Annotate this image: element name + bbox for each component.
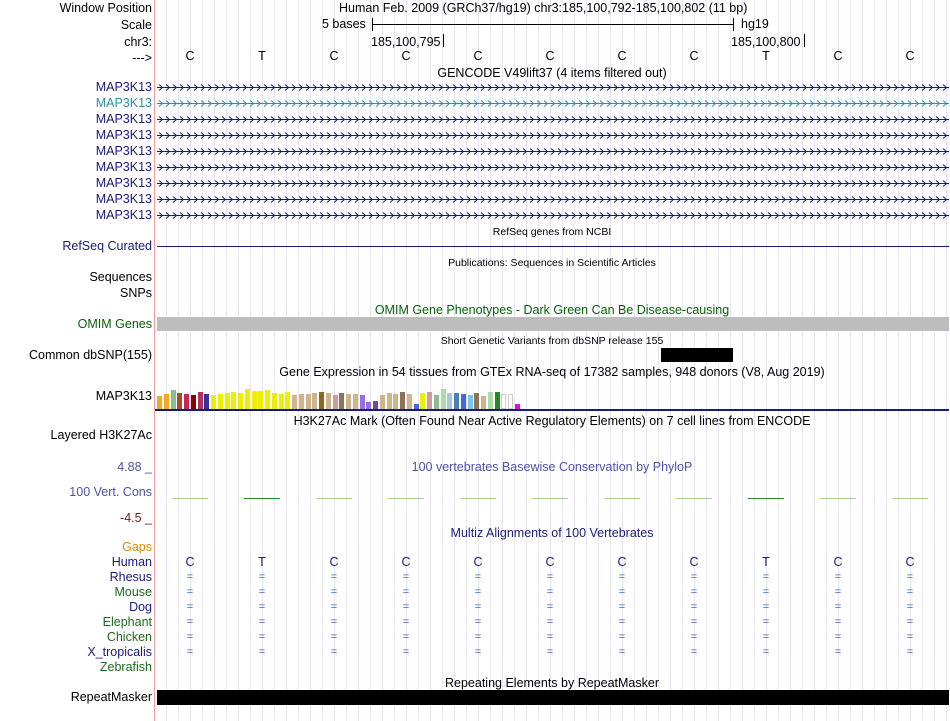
grid-line [754,0,755,721]
grid-line [886,0,887,721]
grid-line [742,0,743,721]
multiz-aligned-base: = [906,631,914,643]
base-letter: C [689,49,699,63]
gtex-tissue-bar[interactable] [346,394,351,409]
gtex-tissue-bar[interactable] [333,395,338,409]
grid-line [538,0,539,721]
scale-bar [372,24,733,25]
multiz-aligned-base: = [186,631,194,643]
multiz-human-base: T [258,555,266,569]
strand-arrow-label[interactable]: ---> [132,51,152,65]
conservation-mark[interactable] [172,498,208,499]
dbsnp-variant-block[interactable] [661,348,733,362]
dbsnp-track-title[interactable]: Short Genetic Variants from dbSNP release 155 [440,335,664,347]
conservation-mark[interactable] [748,498,784,499]
multiz-aligned-base: = [330,601,338,613]
gtex-tissue-bar[interactable] [434,395,439,409]
multiz-aligned-base: = [186,601,194,613]
grid-line [226,0,227,721]
multiz-aligned-base: = [546,646,554,658]
conservation-mark[interactable] [388,498,424,499]
multiz-aligned-base: = [474,571,482,583]
multiz-aligned-base: = [906,571,914,583]
gtex-tissue-bar[interactable] [360,395,365,409]
gtex-tissue-bar[interactable] [299,394,304,409]
multiz-aligned-base: = [906,616,914,628]
grid-line [346,0,347,721]
chrom-label: chr3: [124,35,152,49]
multiz-aligned-base: = [330,646,338,658]
gtex-tissue-bar[interactable] [285,392,290,409]
gtex-tissue-bar[interactable] [184,394,189,409]
multiz-aligned-base: = [618,601,626,613]
gtex-tissue-bar[interactable] [420,393,425,409]
gencode-gene-label[interactable]: MAP3K13 [95,192,152,206]
gencode-gene-track[interactable] [157,195,949,204]
publications-snps-label[interactable]: SNPs [120,286,152,300]
gencode-gene-label[interactable]: MAP3K13 [95,128,152,142]
common-dbsnp-label[interactable]: Common dbSNP(155) [29,348,152,362]
conservation-mark[interactable] [604,498,640,499]
grid-line [274,0,275,721]
gtex-tissue-bar[interactable] [441,389,446,409]
base-letter: C [329,49,339,63]
multiz-aligned-base: = [906,601,914,613]
multiz-aligned-base: = [834,586,842,598]
scale-bar-left-tick [372,18,373,31]
grid-line [826,0,827,721]
grid-line [322,0,323,721]
multiz-aligned-base: = [186,586,194,598]
omim-track-title[interactable]: OMIM Gene Phenotypes - Dark Green Can Be Disease-causing [374,303,730,317]
multiz-human-base: C [401,555,411,569]
gtex-tissue-bar[interactable] [245,389,250,409]
multiz-human-base: C [617,555,627,569]
gencode-gene-track[interactable] [157,115,949,124]
multiz-aligned-base: = [402,631,410,643]
grid-line [874,0,875,721]
base-letter: C [617,49,627,63]
grid-line [514,0,515,721]
multiz-aligned-base: = [834,631,842,643]
multiz-aligned-base: = [546,616,554,628]
multiz-aligned-base: = [762,616,770,628]
gencode-gene-track[interactable] [157,131,949,140]
publications-sequences-label[interactable]: Sequences [89,270,152,284]
multiz-aligned-base: = [186,571,194,583]
multiz-aligned-base: = [690,646,698,658]
gtex-tissue-bar[interactable] [272,393,277,409]
gtex-tissue-bar[interactable] [447,393,452,409]
conservation-track-title[interactable]: 100 vertebrates Basewise Conservation by PhyloP [411,460,693,474]
multiz-aligned-base: = [618,646,626,658]
h3k27ac-track-title[interactable]: H3K27Ac Mark (Often Found Near Active Regulatory Elements) on 7 cell lines from ENCODE [293,414,811,428]
multiz-species-label[interactable]: Mouse [114,585,152,599]
multiz-aligned-base: = [474,586,482,598]
multiz-aligned-base: = [618,631,626,643]
multiz-aligned-base: = [474,616,482,628]
multiz-aligned-base: = [690,571,698,583]
ruler-tick-right [804,34,805,47]
gtex-tissue-bar[interactable] [164,394,169,409]
grid-line [382,0,383,721]
grid-line [526,0,527,721]
multiz-human-base: C [833,555,843,569]
gtex-tissue-bar[interactable] [218,394,223,409]
grid-line [370,0,371,721]
gtex-tissue-bar[interactable] [191,395,196,409]
h3k27ac-label[interactable]: Layered H3K27Ac [50,428,152,442]
multiz-gaps-label[interactable]: Gaps [122,540,152,554]
publications-track-title[interactable]: Publications: Sequences in Scientific Articles [448,257,656,269]
multiz-species-label[interactable]: Rhesus [109,570,152,584]
base-letter: C [473,49,483,63]
grid-line [454,0,455,721]
base-letter: C [185,49,195,63]
gtex-tissue-bar[interactable] [501,394,506,409]
base-letter: C [833,49,843,63]
multiz-aligned-base: = [258,571,266,583]
multiz-aligned-base: = [834,646,842,658]
multiz-aligned-base: = [474,631,482,643]
ruler-tick-left [443,34,444,47]
gtex-tissue-bar[interactable] [393,394,398,409]
multiz-aligned-base: = [402,616,410,628]
scale-bar-right-tick [733,18,734,31]
conservation-mark[interactable] [892,498,928,499]
base-letter: C [545,49,555,63]
conservation-ymax-label: 4.88 _ [117,460,152,474]
gencode-gene-label[interactable]: MAP3K13 [95,208,152,222]
multiz-aligned-base: = [402,586,410,598]
multiz-aligned-base: = [906,586,914,598]
scale-bases-text: 5 bases [322,17,366,31]
grid-line [946,0,947,721]
multiz-aligned-base: = [258,586,266,598]
conservation-label[interactable]: 100 Vert. Cons [69,485,152,499]
multiz-aligned-base: = [258,616,266,628]
multiz-aligned-base: = [690,601,698,613]
gtex-tissue-bar[interactable] [474,393,479,409]
multiz-aligned-base: = [546,601,554,613]
ruler-position-right: 185,100,800 [731,35,801,49]
gtex-baseline [155,409,949,411]
grid-line [598,0,599,721]
grid-line [658,0,659,721]
grid-line [214,0,215,721]
grid-line [778,0,779,721]
grid-line [610,0,611,721]
multiz-aligned-base: = [546,631,554,643]
gtex-tissue-bar[interactable] [306,394,311,409]
multiz-aligned-base: = [906,646,914,658]
multiz-track-title[interactable]: Multiz Alignments of 100 Vertebrates [450,526,654,540]
conservation-mark[interactable] [820,498,856,499]
multiz-aligned-base: = [546,571,554,583]
multiz-aligned-base: = [186,646,194,658]
grid-line [430,0,431,721]
multiz-aligned-base: = [834,601,842,613]
grid-line [634,0,635,721]
multiz-aligned-base: = [618,571,626,583]
gtex-tissue-bar[interactable] [258,391,263,409]
gtex-tissue-bar[interactable] [366,402,371,409]
gencode-gene-track[interactable] [157,211,949,220]
multiz-aligned-base: = [474,601,482,613]
base-letter: C [905,49,915,63]
gtex-tissue-bar[interactable] [481,396,486,409]
multiz-human-base: C [545,555,555,569]
gtex-tissue-bar[interactable] [211,395,216,409]
grid-line [442,0,443,721]
gtex-tissue-bar[interactable] [312,393,317,409]
gencode-gene-label[interactable]: MAP3K13 [95,176,152,190]
gencode-gene-track[interactable] [157,163,949,172]
grid-line [862,0,863,721]
grid-line [574,0,575,721]
grid-line [310,0,311,721]
multiz-species-label[interactable]: Dog [129,600,152,614]
grid-line [394,0,395,721]
multiz-species-label[interactable]: Elephant [102,615,152,629]
conservation-mark[interactable] [676,498,712,499]
gtex-tissue-bar[interactable] [495,392,500,409]
grid-line [418,0,419,721]
grid-line [490,0,491,721]
grid-line [934,0,935,721]
multiz-aligned-base: = [402,601,410,613]
repeatmasker-block[interactable] [157,690,949,705]
multiz-aligned-base: = [258,601,266,613]
multiz-human-base: C [329,555,339,569]
conservation-mark[interactable] [460,498,496,499]
ruler-position-left: 185,100,795 [371,35,441,49]
gencode-track-title[interactable]: GENCODE V49lift37 (4 items filtered out) [437,66,667,80]
multiz-aligned-base: = [474,646,482,658]
multiz-aligned-base: = [834,616,842,628]
multiz-aligned-base: = [690,631,698,643]
multiz-aligned-base: = [618,616,626,628]
multiz-aligned-base: = [618,586,626,598]
gencode-gene-label[interactable]: MAP3K13 [95,160,152,174]
multiz-species-label[interactable]: Human [111,555,152,569]
gtex-tissue-bar[interactable] [380,395,385,409]
grid-line [202,0,203,721]
multiz-aligned-base: = [762,601,770,613]
grid-line [238,0,239,721]
gtex-tissue-bar[interactable] [353,394,358,409]
conservation-ymin-label: -4.5 _ [120,511,152,525]
multiz-aligned-base: = [762,631,770,643]
gencode-gene-label[interactable]: MAP3K13 [95,80,152,94]
gtex-tissue-bar[interactable] [204,394,209,409]
multiz-aligned-base: = [834,571,842,583]
grid-line [286,0,287,721]
grid-line [466,0,467,721]
multiz-human-base: C [905,555,915,569]
gtex-tissue-bar[interactable] [252,391,257,409]
grid-line [898,0,899,721]
gtex-tissue-bar[interactable] [292,395,297,409]
gtex-tissue-bar[interactable] [407,394,412,409]
gtex-tissue-bar[interactable] [461,394,466,409]
gtex-tissue-bar[interactable] [157,396,162,409]
repeatmasker-label[interactable]: RepeatMasker [70,690,152,704]
gtex-tissue-bar[interactable] [387,393,392,409]
gencode-gene-track[interactable] [157,99,949,108]
multiz-aligned-base: = [690,586,698,598]
base-letter: T [762,49,770,63]
conservation-mark[interactable] [532,498,568,499]
gtex-tissue-bar[interactable] [508,394,513,409]
gtex-tissue-bar[interactable] [198,392,203,409]
gencode-gene-label[interactable]: MAP3K13 [95,96,152,110]
multiz-human-base: C [473,555,483,569]
gencode-gene-label[interactable]: MAP3K13 [95,144,152,158]
gtex-tissue-bar[interactable] [339,393,344,409]
refseq-curated-label[interactable]: RefSeq Curated [62,239,152,253]
gtex-tissue-bar[interactable] [373,401,378,409]
multiz-aligned-base: = [330,586,338,598]
refseq-track-title[interactable]: RefSeq genes from NCBI [492,226,612,238]
multiz-species-label[interactable]: Zebrafish [99,660,152,674]
gtex-expression-bars[interactable] [157,379,557,409]
scale-label: Scale [120,18,152,32]
grid-line [814,0,815,721]
assembly-db-label: hg19 [741,17,769,31]
grid-line [850,0,851,721]
conservation-mark[interactable] [316,498,352,499]
multiz-aligned-base: = [258,631,266,643]
track-label-divider [154,0,155,721]
base-letter: C [401,49,411,63]
grid-line [646,0,647,721]
multiz-aligned-base: = [762,586,770,598]
gtex-tissue-bar[interactable] [231,392,236,409]
gtex-gene-label[interactable]: MAP3K13 [95,389,152,403]
grid-line [802,0,803,721]
window-position-label: Window Position [59,1,152,15]
multiz-aligned-base: = [402,646,410,658]
grid-line [502,0,503,721]
grid-line [178,0,179,721]
grid-line [298,0,299,721]
grid-line [562,0,563,721]
grid-line [250,0,251,721]
repeatmasker-track-title[interactable]: Repeating Elements by RepeatMasker [444,676,660,690]
multiz-aligned-base: = [330,571,338,583]
multiz-aligned-base: = [330,631,338,643]
multiz-aligned-base: = [186,616,194,628]
multiz-human-base: C [689,555,699,569]
multiz-aligned-base: = [402,571,410,583]
gtex-tissue-bar[interactable] [400,392,405,409]
gtex-tissue-bar[interactable] [319,392,324,409]
grid-line [586,0,587,721]
grid-line [790,0,791,721]
omim-genes-label[interactable]: OMIM Genes [77,317,152,331]
omim-gene-bar[interactable] [157,317,949,331]
gtex-tissue-bar[interactable] [427,392,432,409]
refseq-gene-line[interactable] [157,246,949,247]
gtex-tissue-bar[interactable] [238,393,243,409]
gtex-tissue-bar[interactable] [225,393,230,409]
gtex-tissue-bar[interactable] [171,390,176,409]
multiz-aligned-base: = [546,586,554,598]
multiz-aligned-base: = [762,571,770,583]
gtex-tissue-bar[interactable] [326,393,331,409]
gencode-gene-label[interactable]: MAP3K13 [95,112,152,126]
grid-line [166,0,167,721]
multiz-aligned-base: = [258,646,266,658]
gtex-tissue-bar[interactable] [265,390,270,409]
grid-line [358,0,359,721]
base-letter: T [258,49,266,63]
multiz-species-label[interactable]: Chicken [106,630,152,644]
gtex-tissue-bar[interactable] [488,392,493,409]
conservation-mark[interactable] [244,498,280,499]
grid-line [922,0,923,721]
multiz-species-label[interactable]: X_tropicalis [87,645,152,659]
multiz-aligned-base: = [330,616,338,628]
gtex-tissue-bar[interactable] [468,395,473,409]
multiz-aligned-base: = [690,616,698,628]
gencode-gene-track[interactable] [157,147,949,156]
gtex-tissue-bar[interactable] [279,394,284,409]
multiz-human-base: C [185,555,195,569]
assembly-position-text[interactable]: Human Feb. 2009 (GRCh37/hg19) chr3:185,100,792-185,100,802 (11 bp) [339,1,748,15]
multiz-human-base: T [762,555,770,569]
gencode-gene-track[interactable] [157,179,949,188]
gtex-tissue-bar[interactable] [177,393,182,409]
multiz-aligned-base: = [762,646,770,658]
gtex-track-title[interactable]: Gene Expression in 54 tissues from GTEx RNA-seq of 17382 samples, 948 donors (V8, Aug 2019) [279,365,825,379]
gencode-gene-track[interactable] [157,83,949,92]
gtex-tissue-bar[interactable] [454,393,459,409]
